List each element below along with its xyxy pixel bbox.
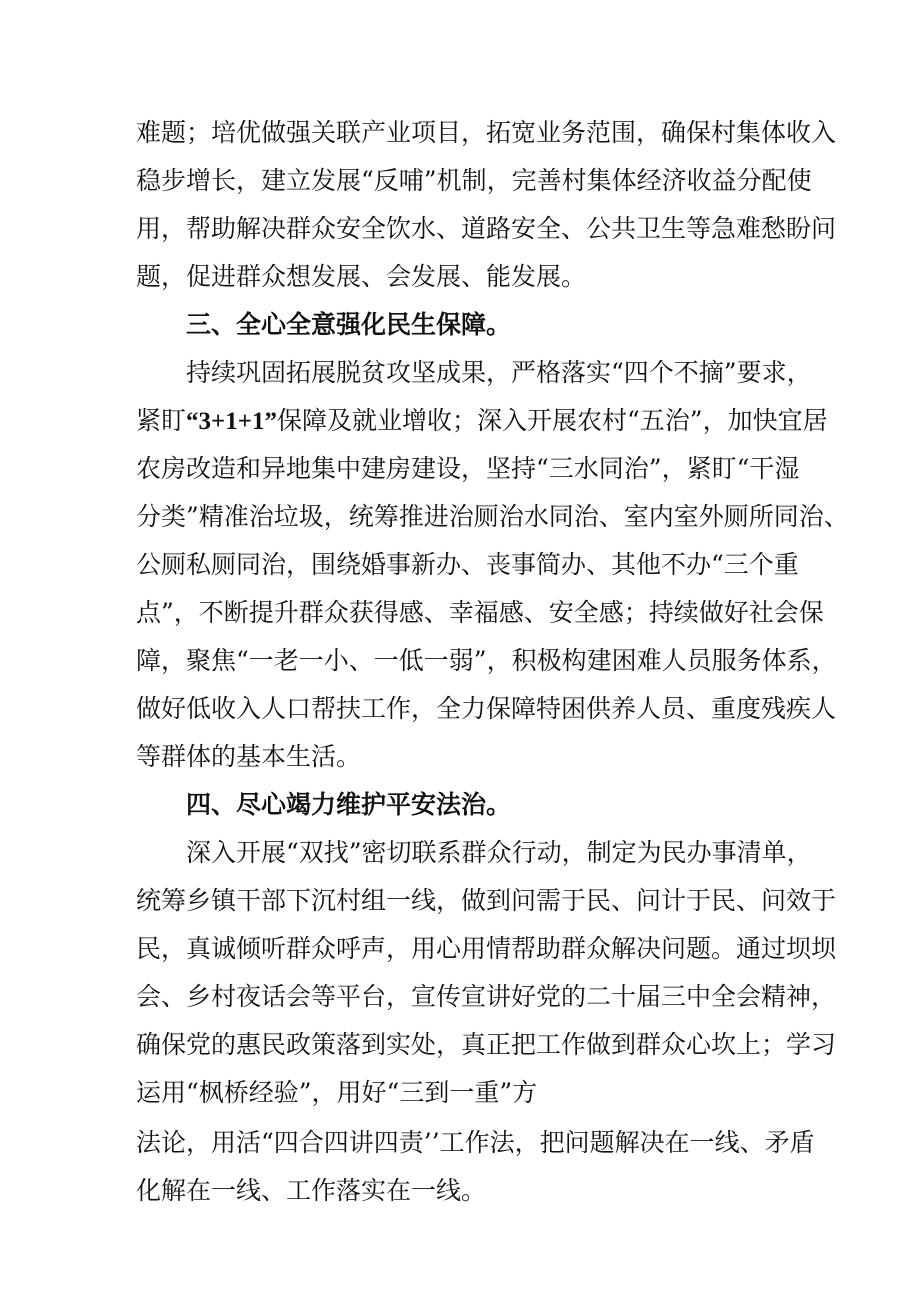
paragraph-line: 运用“枫桥经验”，用好“三到一重”方 [136,1078,538,1107]
paragraph-line: 确保党的惠民政策落到实处，真正把工作做到群众心坎上；学习 [136,1030,837,1059]
paragraph-line: 难题；培优做强关联产业项目，拓宽业务范围，确保村集体收入 [136,118,837,147]
paragraph-line: 等群体的基本生活。 [136,742,362,771]
paragraph-line: 障，聚焦“一老一小、一低一弱”，积极构建困难人员服务体系， [136,646,837,675]
paragraph-line: 持续巩固拓展脱贫攻坚成果，严格落实“四个不摘”要求， [186,358,812,387]
paragraph-line: 公厕私厕同治，围绕婚事新办、丧事简办、其他不办“三个重 [136,550,799,579]
paragraph-line: 化解在一线、工作落实在一线。 [136,1176,487,1205]
text-segment: 紧盯 [136,406,187,435]
paragraph-line: 民，真诚倾听群众呼声，用心用情帮助群众解决问题。通过坝坝 [136,934,837,963]
section-heading: 四、尽心竭力维护平安法治。 [186,790,512,819]
text-segment: 保障及就业增收；深入开展农村“五治”，加快宜居 [277,406,828,435]
paragraph-line: 法论，用活“四合四讲四责’’工作法，把问题解决在一线、矛盾 [136,1128,815,1157]
paragraph-line: 点”，不断提升群众获得感、幸福感、安全感；持续做好社会保 [136,598,824,627]
paragraph-line: 做好低收入人口帮扶工作，全力保障特困供养人员、重度残疾人 [136,694,837,723]
paragraph-line [136,404,828,439]
paragraph-line: 题，促进群众想发展、会发展、能发展。 [136,262,587,291]
section-heading: 三、全心全意强化民生保障。 [186,310,512,339]
paragraph-line: 分类”精准治垃圾，统筹推进治厕治水同治、室内室外厕所同治、 [136,502,849,531]
paragraph-line: 深入开展“双找”密切联系群众行动，制定为民办事清单， [186,838,812,867]
paragraph-line: 农房改造和异地集中建房建设，坚持“三水同治”，紧盯“干湿 [136,454,800,483]
paragraph-line: 稳步增长，建立发展“反哺”机制，完善村集体经济收益分配使 [136,166,812,195]
paragraph-line: 用，帮助解决群众安全饮水、道路安全、公共卫生等急难愁盼问 [136,214,837,243]
bold-segment: “3+1+1” [186,408,278,435]
paragraph-line: 会、乡村夜话会等平台，宣传宣讲好党的二十届三中全会精神， [136,982,837,1011]
paragraph-line: 统筹乡镇干部下沉村组一线，做到问需于民、问计于民、问效于 [136,886,837,915]
